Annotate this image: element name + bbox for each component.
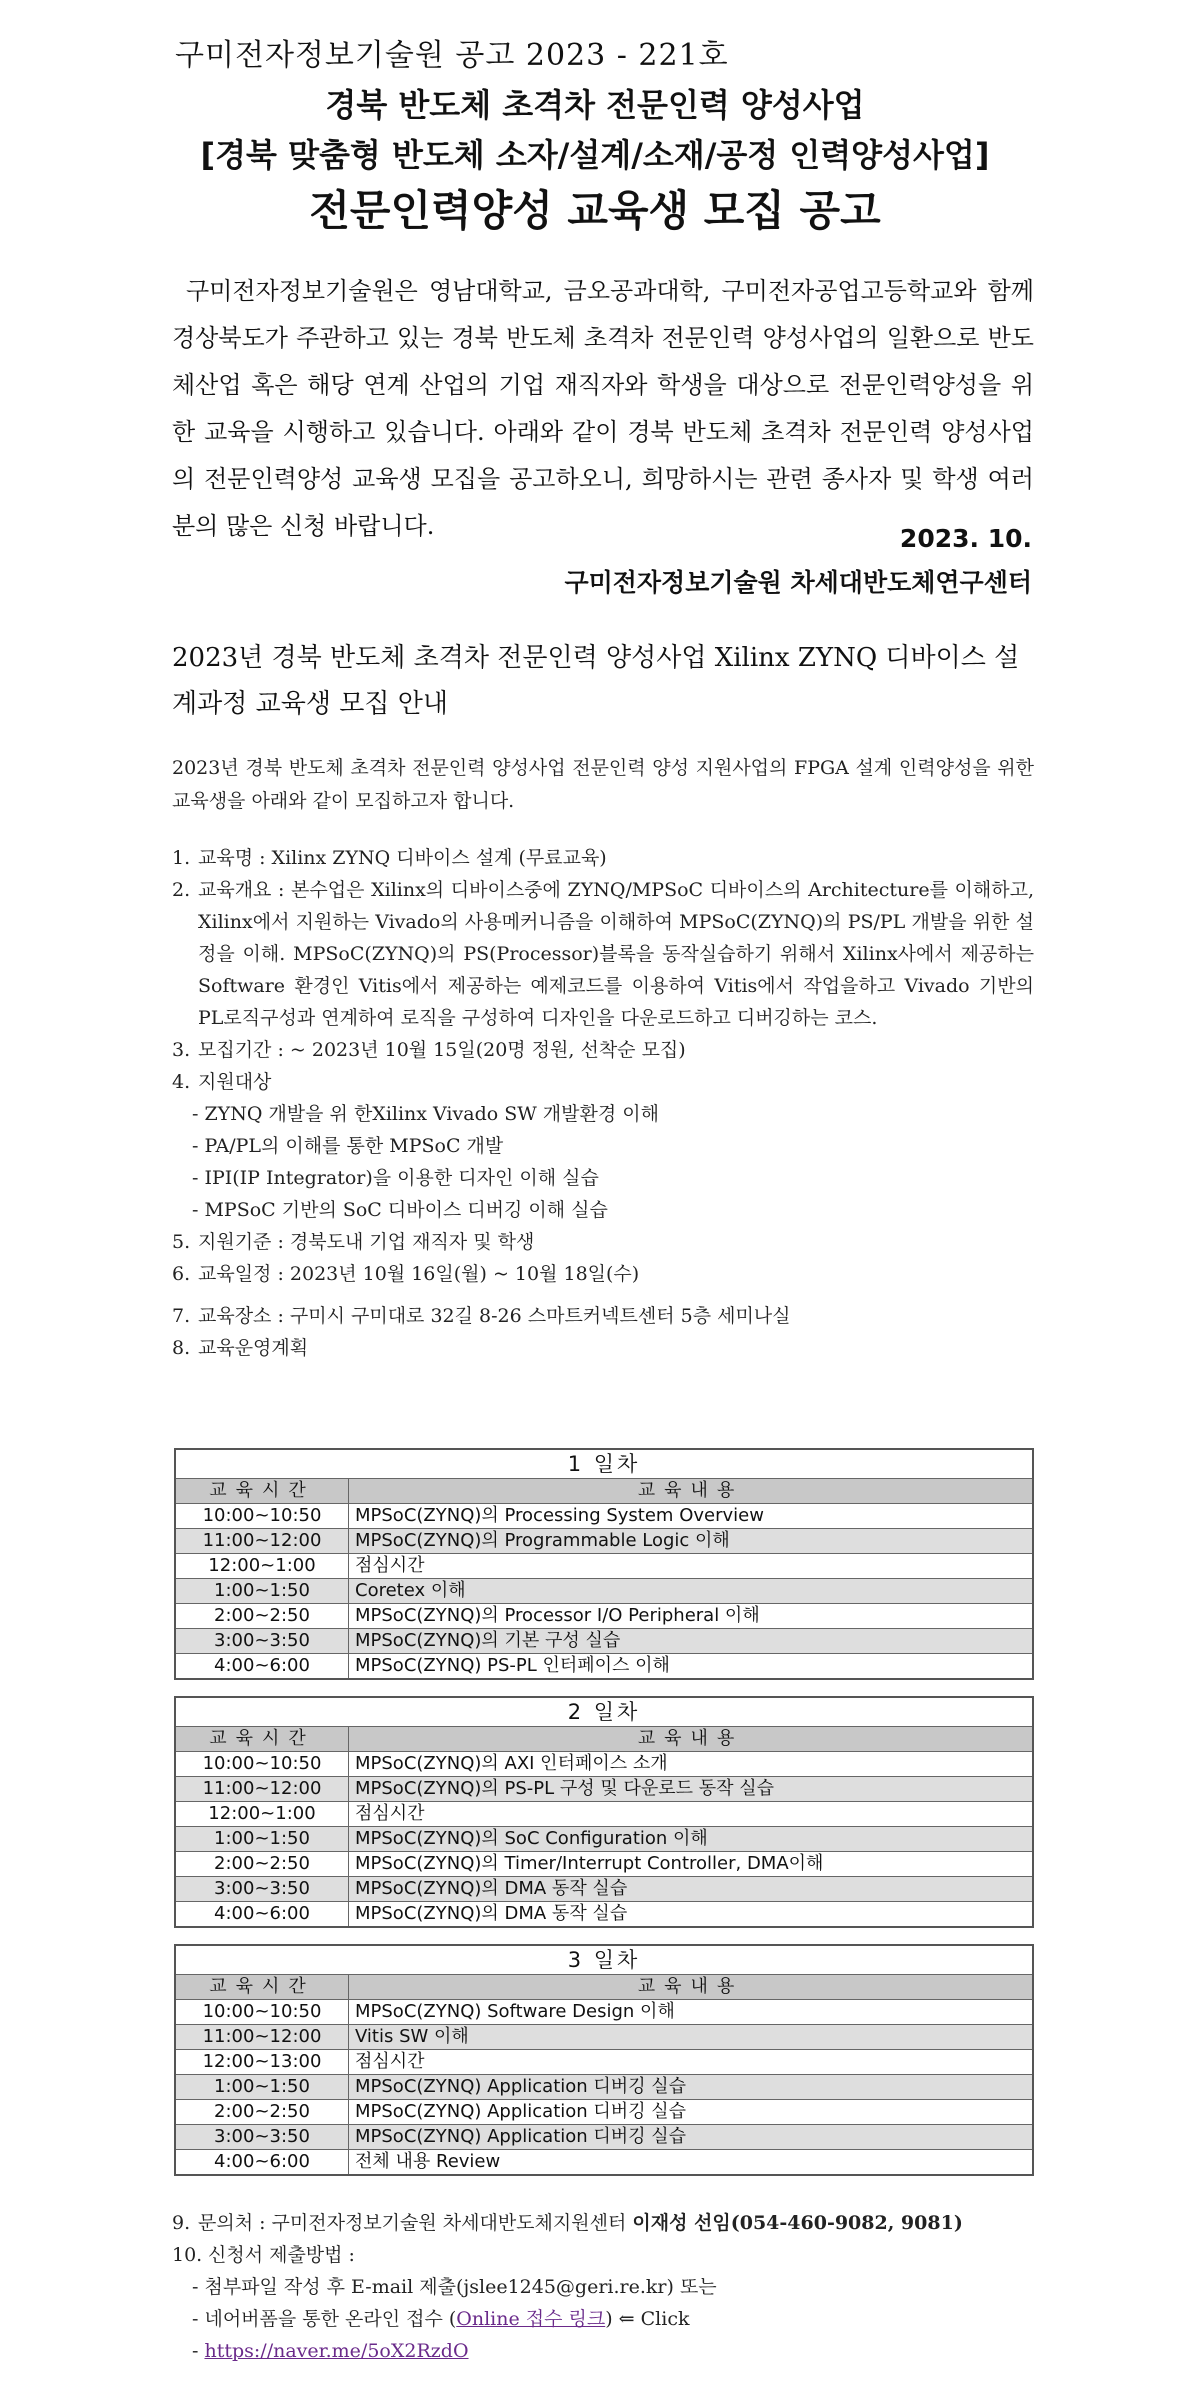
sub-item: - IPI(IP Integrator)을 이용한 디자인 이해 실습	[192, 1167, 599, 1189]
content-cell: 전체 내용 Review	[349, 2150, 1034, 2176]
sub-item: - MPSoC 기반의 SoC 디바이스 디버깅 이해 실습	[192, 1199, 608, 1221]
table-row	[175, 2025, 1033, 2050]
time-cell: 4:00~6:00	[175, 2150, 349, 2176]
day-title: 3 일차	[175, 1945, 1033, 1975]
table-row	[175, 2125, 1033, 2150]
time-cell: 1:00~1:50	[175, 2075, 349, 2100]
time-cell: 1:00~1:50	[175, 1579, 349, 1604]
content-cell: MPSoC(ZYNQ)의 Timer/Interrupt Controller, DMA이해	[349, 1852, 1034, 1877]
title-line-3: 전문인력양성 교육생 모집 공고	[309, 186, 881, 235]
time-cell: 3:00~3:50	[175, 1877, 349, 1902]
list-item	[172, 2239, 1034, 2271]
item-number: 9.	[172, 2212, 191, 2234]
content-cell: Vitis SW 이해	[349, 2025, 1034, 2050]
apply-online-line	[172, 2303, 1034, 2335]
content-cell: 점심시간	[349, 2050, 1034, 2075]
section-intro: 2023년 경북 반도체 초격차 전문인력 양성사업 전문인력 양성 지원사업의 FPGA 설계 인력양성을 위한 교육생을 아래와 같이 모집하고자 합니다.	[172, 757, 1034, 812]
time-cell: 10:00~10:50	[175, 1752, 349, 1777]
time-cell: 11:00~12:00	[175, 2025, 349, 2050]
header-content: 교육내용	[349, 1479, 1034, 1504]
table-row	[175, 1777, 1033, 1802]
list-item	[172, 1226, 1034, 1258]
apply-email[interactable]: (jslee1245@geri.re.kr) 또는	[455, 2276, 717, 2298]
sub-item: - ZYNQ 개발을 위 한Xilinx Vivado SW 개발환경 이해	[192, 1103, 659, 1125]
item-number: 2.	[172, 879, 191, 901]
header-content: 교육내용	[349, 1975, 1034, 2000]
item-number: 8.	[172, 1337, 191, 1359]
time-cell: 12:00~1:00	[175, 1802, 349, 1827]
content-cell: MPSoC(ZYNQ)의 DMA 동작 실습	[349, 1877, 1034, 1902]
apply-online-suffix: ) ⇐ Click	[605, 2308, 690, 2330]
detail-list	[172, 842, 1034, 1364]
content-cell: MPSoC(ZYNQ)의 Processing System Overview	[349, 1504, 1034, 1529]
header-content: 교육내용	[349, 1727, 1034, 1752]
apply-url-prefix: -	[192, 2340, 205, 2362]
content-cell: MPSoC(ZYNQ)의 DMA 동작 실습	[349, 1902, 1034, 1928]
contact-label: 문의처 : 구미전자정보기술원 차세대반도체지원센터	[198, 2212, 633, 2234]
item-number: 6.	[172, 1263, 191, 1285]
content-cell: MPSoC(ZYNQ) Software Design 이해	[349, 2000, 1034, 2025]
table-row	[175, 2150, 1033, 2176]
item-text: 교육일정 : 2023년 10월 16일(월) ~ 10월 18일(수)	[198, 1263, 640, 1285]
table-row	[175, 1629, 1033, 1654]
intro-paragraph	[172, 268, 1034, 550]
content-cell: MPSoC(ZYNQ) Application 디버깅 실습	[349, 2075, 1034, 2100]
header-time: 교육시간	[175, 1479, 349, 1504]
table-row	[175, 1802, 1033, 1827]
table-row	[175, 1504, 1033, 1529]
content-cell: 점심시간	[349, 1802, 1034, 1827]
list-item	[172, 1034, 1034, 1066]
contact-person: 이재성 선임(054-460-9082, 9081)	[632, 2212, 963, 2234]
item-text: 교육개요 : 본수업은 Xilinx의 디바이스중에 ZYNQ/MPSoC 디바이스의 Architecture를 이해하고, Xilinx에서 지원하는 Vivado의 사용메커니즘을 이해하여 MPSoC(ZYNQ)의 PS/PL 개발을 위한 설정을 이해. MPSoC(ZYNQ)의 PS(Processor)블록을 동작실습하기 위해서 Xilinx사에서 제공하는 Software 환경인 Vitis에서 제공하는 예제코드를 이용하여 Vitis에서 작업을하고 Vivado 기반의 PL로직구성과 연계하여 로직을 구성하여 디자인을 다운로드하고 디버깅하는 코스.	[198, 879, 1034, 1029]
apply-email-line	[172, 2271, 1034, 2303]
table-row	[175, 1554, 1033, 1579]
online-apply-link[interactable]: Online 접수 링크	[456, 2308, 606, 2330]
time-cell: 10:00~10:50	[175, 1504, 349, 1529]
time-cell: 12:00~13:00	[175, 2050, 349, 2075]
list-item	[172, 874, 1034, 1034]
apply-label: 신청서 제출방법 :	[208, 2244, 355, 2266]
content-cell: MPSoC(ZYNQ) Application 디버깅 실습	[349, 2125, 1034, 2150]
apply-url-line	[172, 2335, 1034, 2367]
item-text: 지원대상	[198, 1071, 272, 1093]
organization: 구미전자정보기술원 차세대반도체연구센터	[564, 568, 1032, 597]
table-row	[175, 1529, 1033, 1554]
item-text: 교육장소 : 구미시 구미대로 32길 8-26 스마트커넥트센터 5층 세미나실	[198, 1305, 791, 1327]
time-cell: 10:00~10:50	[175, 2000, 349, 2025]
item-text: 모집기간 : ~ 2023년 10월 15일(20명 정원, 선착순 모집)	[198, 1039, 686, 1061]
apply-online-prefix: - 네어버폼을 통한 온라인 접수 (	[192, 2308, 457, 2330]
table-row	[175, 1877, 1033, 1902]
content-cell: Coretex 이해	[349, 1579, 1034, 1604]
table-row	[175, 1752, 1033, 1777]
time-cell: 11:00~12:00	[175, 1777, 349, 1802]
content-cell: MPSoC(ZYNQ) Application 디버깅 실습	[349, 2100, 1034, 2125]
item-number: 3.	[172, 1039, 191, 1061]
list-item	[172, 1300, 1034, 1332]
item-number: 10.	[172, 2244, 203, 2266]
content-cell: MPSoC(ZYNQ)의 Programmable Logic 이해	[349, 1529, 1034, 1554]
item-number: 7.	[172, 1305, 191, 1327]
item-text: 교육명 : Xilinx ZYNQ 디바이스 설계 (무료교육)	[198, 847, 607, 869]
schedule-day3-table	[174, 1944, 1034, 2176]
table-row	[175, 1604, 1033, 1629]
content-cell: MPSoC(ZYNQ)의 PS-PL 구성 및 다운로드 동작 실습	[349, 1777, 1034, 1802]
contact-section	[172, 2207, 1034, 2367]
table-row	[175, 2100, 1033, 2125]
table-row	[175, 1579, 1033, 1604]
time-cell: 11:00~12:00	[175, 1529, 349, 1554]
schedule-day1-table	[174, 1448, 1034, 1680]
table-row	[175, 1852, 1033, 1877]
content-cell: MPSoC(ZYNQ)의 기본 구성 실습	[349, 1629, 1034, 1654]
list-item	[172, 2207, 1034, 2239]
sub-item: - PA/PL의 이해를 통한 MPSoC 개발	[192, 1135, 504, 1157]
time-cell: 1:00~1:50	[175, 1827, 349, 1852]
item-text: 지원기준 : 경북도내 기업 재직자 및 학생	[198, 1231, 535, 1253]
list-item	[172, 1066, 1034, 1098]
content-cell: MPSoC(ZYNQ)의 AXI 인터페이스 소개	[349, 1752, 1034, 1777]
time-cell: 2:00~2:50	[175, 1852, 349, 1877]
naver-form-link[interactable]: https://naver.me/5oX2RzdO	[204, 2340, 469, 2362]
section-title: 2023년 경북 반도체 초격차 전문인력 양성사업 Xilinx ZYNQ 디바이스 설계과정 교육생 모집 안내	[172, 643, 1020, 719]
table-row	[175, 1902, 1033, 1928]
table-row	[175, 2050, 1033, 2075]
content-cell: 점심시간	[349, 1554, 1034, 1579]
content-cell: MPSoC(ZYNQ) PS-PL 인터페이스 이해	[349, 1654, 1034, 1680]
table-row	[175, 1654, 1033, 1680]
item-text: 교육운영계획	[198, 1337, 309, 1359]
content-cell: MPSoC(ZYNQ)의 Processor I/O Peripheral 이해	[349, 1604, 1034, 1629]
apply-email-prefix: - 첨부파일 작성 후 E-mail 제출	[192, 2276, 456, 2298]
time-cell: 4:00~6:00	[175, 1654, 349, 1680]
item-number: 5.	[172, 1231, 191, 1253]
notice-date: 2023. 10.	[899, 524, 1032, 553]
table-row	[175, 2000, 1033, 2025]
content-cell: MPSoC(ZYNQ)의 SoC Configuration 이해	[349, 1827, 1034, 1852]
title-line-1: 경북 반도체 초격차 전문인력 양성사업	[325, 86, 865, 124]
item-number: 1.	[172, 847, 191, 869]
time-cell: 12:00~1:00	[175, 1554, 349, 1579]
item-number: 4.	[172, 1071, 191, 1093]
day-title: 2 일차	[175, 1697, 1033, 1727]
intro-text: 구미전자정보기술원은 영남대학교, 금오공과대학, 구미전자공업고등학교와 함께 경상북도가 주관하고 있는 경북 반도체 초격차 전문인력 양성사업의 일환으로 반도체산업 혹은 해당 연계 산업의 기업 재직자와 학생을 대상으로 전문인력양성을 위한 교육을 시행하고 있습니다. 아래와 같이 경북 반도체 초격차 전문인력 양성사업의 전문인력양성 교육생 모집을 공고하오니, 희망하시는 관련 종사자 및 학생 여러분의 많은 신청 바랍니다.	[172, 277, 1034, 540]
contact-line	[198, 2207, 1034, 2239]
day-title: 1 일차	[175, 1449, 1033, 1479]
time-cell: 3:00~3:50	[175, 2125, 349, 2150]
header-time: 교육시간	[175, 1727, 349, 1752]
time-cell: 3:00~3:50	[175, 1629, 349, 1654]
table-row	[175, 2075, 1033, 2100]
time-cell: 2:00~2:50	[175, 2100, 349, 2125]
time-cell: 2:00~2:50	[175, 1604, 349, 1629]
list-item	[172, 1332, 1034, 1364]
title-line-2: [경북 맞춤형 반도체 소자/설계/소재/공정 인력양성사업]	[200, 136, 990, 174]
notice-number: 구미전자정보기술원 공고 2023 - 221호	[175, 38, 729, 73]
time-cell: 4:00~6:00	[175, 1902, 349, 1928]
table-row	[175, 1827, 1033, 1852]
list-item	[172, 1258, 1034, 1290]
list-item	[172, 842, 1034, 874]
header-time: 교육시간	[175, 1975, 349, 2000]
schedule-day2-table	[174, 1696, 1034, 1928]
